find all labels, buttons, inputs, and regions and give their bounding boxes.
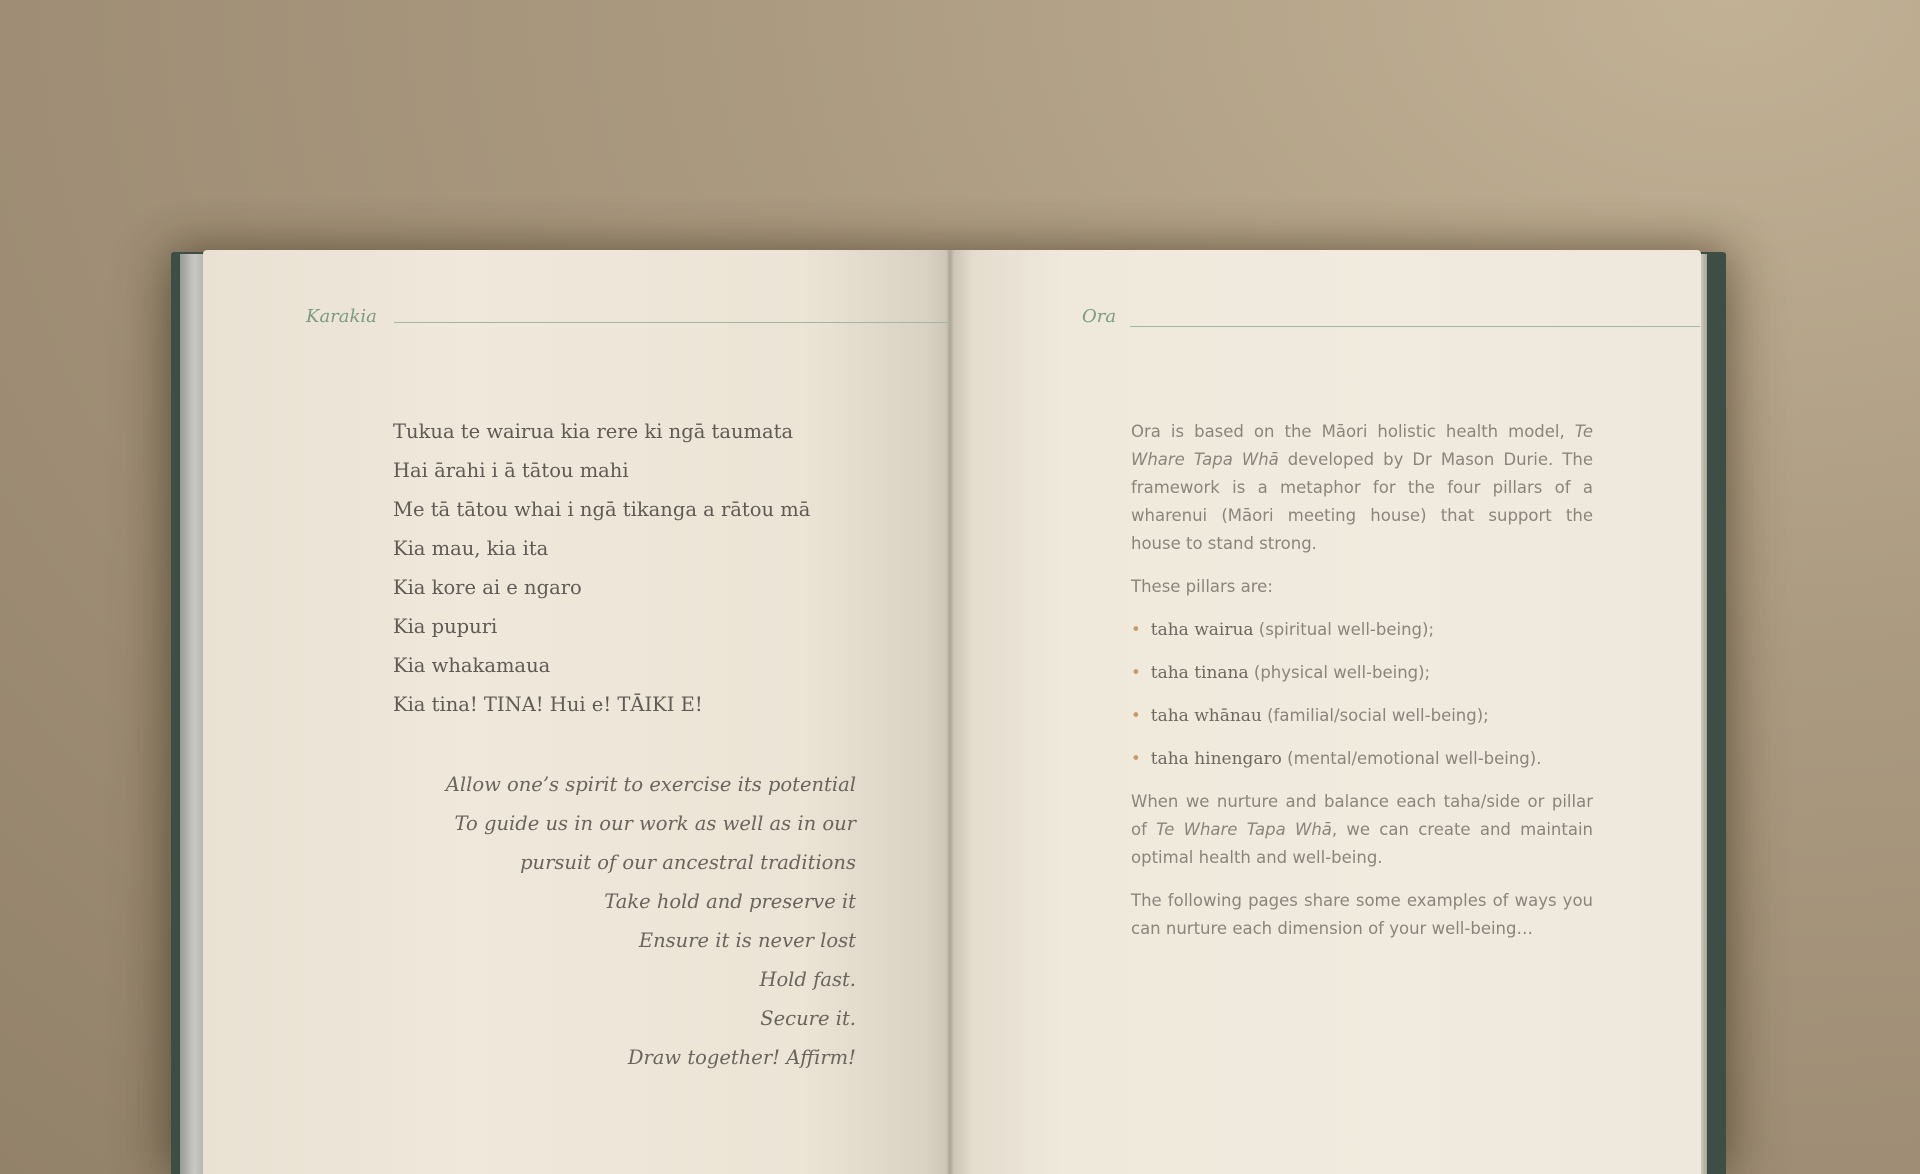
pillar-meaning: (physical well-being); <box>1248 663 1431 682</box>
page-block-edge <box>180 254 204 1174</box>
pillar-meaning: (spiritual well-being); <box>1253 620 1435 639</box>
pillar-term: taha whānau <box>1150 706 1262 726</box>
pillar-term: taha tinana <box>1150 663 1249 683</box>
nurture-paragraph <box>1131 788 1593 872</box>
pillar-meaning: (familial/social well-being); <box>1261 706 1489 725</box>
pillar-term: taha wairua <box>1150 620 1254 640</box>
nurture-text: When we nurture and balance each taha/side or pillar of <box>1131 792 1593 839</box>
model-name: Te Whare Tapa Whā <box>1131 422 1593 469</box>
book-gutter <box>946 250 954 1174</box>
nurture-text-cont: , we can create and maintain optimal health and well-being. <box>1131 820 1593 867</box>
running-head-left: Karakia <box>306 306 377 327</box>
intro-paragraph <box>1131 418 1593 558</box>
bullet-icon: • <box>1131 663 1141 682</box>
intro-text-cont: developed by Dr Mason Durie. The framework is a metaphor for the four pillars of a wharenui (Māori meeting house) that support the house to stand strong. <box>1131 450 1593 553</box>
karakia-line: Me tā tātou whai i ngā tikanga a rātou mā <box>393 498 811 521</box>
karakia-line: Kia whakamaua <box>393 654 551 677</box>
translation-line: Hold fast. <box>759 968 856 991</box>
karakia-line: Kia mau, kia ita <box>393 537 549 560</box>
translation-line: Secure it. <box>760 1007 856 1030</box>
translation-line: pursuit of our ancestral traditions <box>520 851 856 874</box>
pillar-meaning: (mental/emotional well-being). <box>1281 749 1542 768</box>
karakia-verse <box>393 412 810 724</box>
karakia-line: Kia pupuri <box>393 615 498 638</box>
bullet-icon: • <box>1131 706 1141 725</box>
list-item <box>1131 745 1593 788</box>
list-item <box>1131 659 1593 702</box>
running-head-rule-left <box>394 322 950 323</box>
karakia-line: Tukua te wairua kia rere ki ngā taumata <box>393 420 794 443</box>
translation-line: Allow one’s spirit to exercise its potential <box>445 773 856 796</box>
bullet-icon: • <box>1131 749 1141 768</box>
pillars-lead: These pillars are: <box>1131 577 1273 596</box>
list-item <box>1131 616 1593 659</box>
intro-text: Ora is based on the Māori holistic health model, <box>1131 422 1565 441</box>
pillars-list <box>1131 616 1593 788</box>
closing-paragraph: The following pages share some examples of ways you can nurture each dimension of your well-being… <box>1131 891 1593 938</box>
pillar-term: taha hinengaro <box>1150 749 1282 769</box>
list-item <box>1131 702 1593 745</box>
english-translation <box>446 765 856 1077</box>
ora-body-text <box>1131 418 1593 958</box>
running-head-right: Ora <box>1082 306 1117 327</box>
translation-line: Ensure it is never lost <box>638 929 856 952</box>
translation-line: Draw together! Affirm! <box>627 1046 856 1069</box>
running-head-rule-right <box>1130 326 1700 327</box>
karakia-line: Kia tina! TINA! Hui e! TĀIKI E! <box>393 693 703 716</box>
translation-line: Take hold and preserve it <box>604 890 856 913</box>
model-name: Te Whare Tapa Whā <box>1156 820 1332 839</box>
translation-line: To guide us in our work as well as in our <box>454 812 856 835</box>
karakia-line: Kia kore ai e ngaro <box>393 576 582 599</box>
karakia-line: Hai ārahi i ā tātou mahi <box>393 459 629 482</box>
bullet-icon: • <box>1131 620 1141 639</box>
